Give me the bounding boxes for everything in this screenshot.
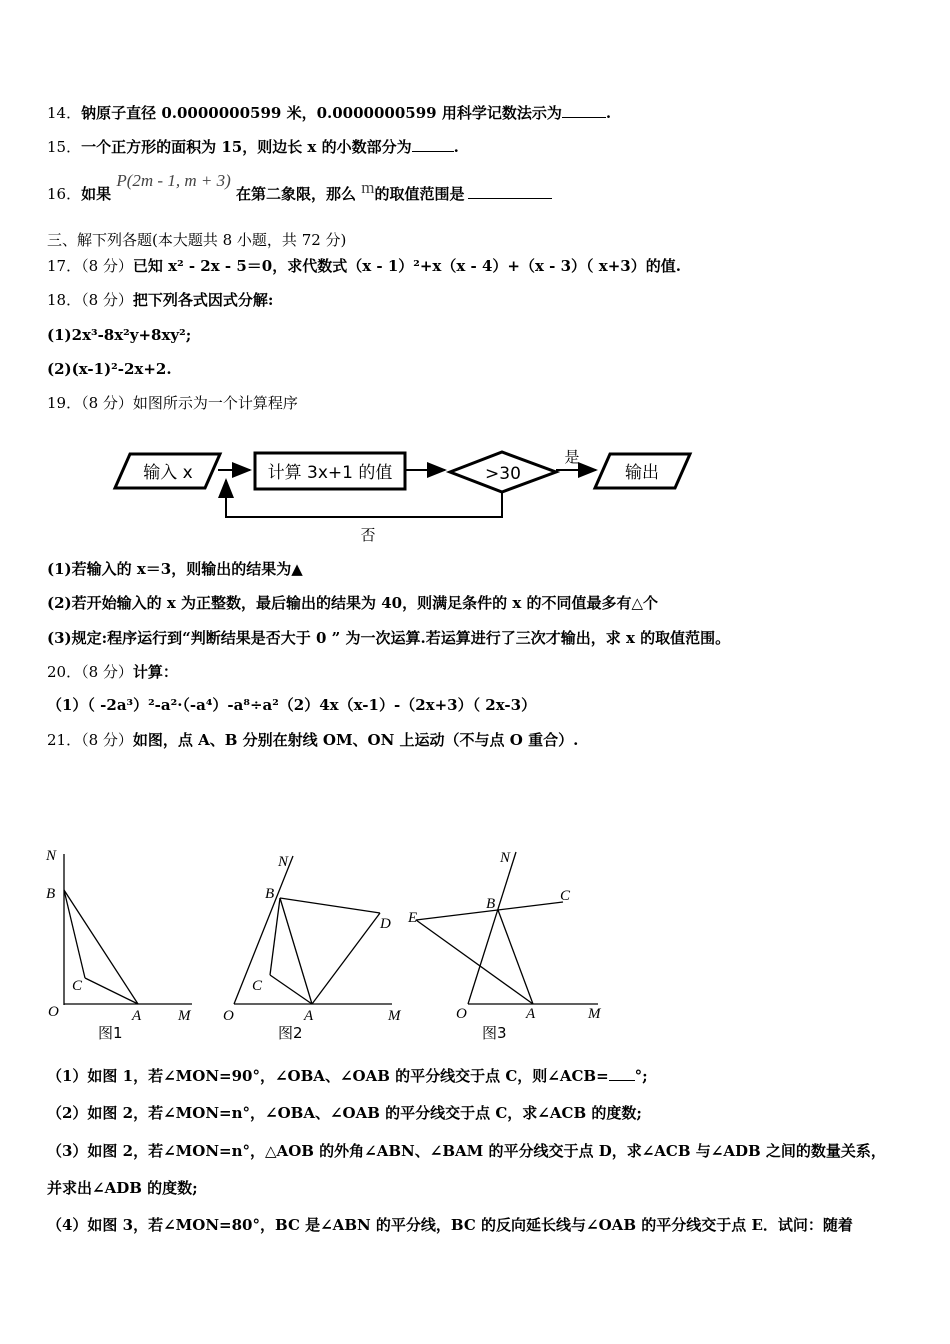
fig3-label-o: O bbox=[456, 1006, 467, 1022]
fig3-label-c: C bbox=[560, 888, 571, 904]
geometry-figures bbox=[40, 840, 620, 1050]
q18-points: （8 分） bbox=[81, 291, 133, 309]
fig2-caption: 图2 bbox=[278, 1024, 303, 1042]
q17-points: （8 分） bbox=[81, 257, 133, 275]
q18-text: 把下列各式因式分解: bbox=[132, 291, 274, 309]
q16-pre: 如果 bbox=[81, 185, 112, 203]
fig2-ray-on bbox=[234, 856, 293, 1004]
q16-number: 16． bbox=[47, 185, 82, 203]
q21-part-1-text: （1）如图 1，若∠MON=90°，∠OBA、∠OAB 的平分线交于点 C，则∠ACB= bbox=[47, 1067, 609, 1085]
fig2-label-o: O bbox=[223, 1008, 234, 1024]
fig1-label-o: O bbox=[48, 1004, 59, 1020]
q19-part-1: (1)若输入的 x＝3，则输出的结果为▲ bbox=[47, 560, 303, 578]
fig1-label-c: C bbox=[72, 978, 83, 994]
q14-number: 14． bbox=[47, 104, 82, 122]
flowchart-diagram bbox=[100, 440, 710, 550]
q15-blank bbox=[412, 137, 454, 152]
fig2-segment-ab bbox=[280, 898, 312, 1004]
question-20 bbox=[47, 662, 920, 682]
q19-part-2: (2)若开始输入的 x 为正整数，最后输出的结果为 40，则满足条件的 x 的不同值最多有△个 bbox=[47, 594, 659, 612]
fig1-label-b: B bbox=[46, 886, 56, 902]
flow-decision-label: >30 bbox=[485, 464, 521, 484]
question-14 bbox=[47, 103, 920, 123]
flow-loop-arrow bbox=[226, 480, 502, 517]
fig1-label-m: M bbox=[178, 1008, 191, 1024]
question-18 bbox=[47, 290, 920, 310]
q21-part-4: （4）如图 3，若∠MON=80°，BC 是∠ABN 的平分线，BC 的反向延长线与∠OAB 的平分线交于点 E．试问：随着 bbox=[47, 1216, 853, 1234]
q17-number: 17． bbox=[47, 257, 82, 275]
q14-blank bbox=[562, 103, 606, 118]
fig2-segment-da bbox=[312, 913, 380, 1004]
flow-compute-label: 计算 3x+1 的值 bbox=[267, 463, 393, 483]
question-16 bbox=[47, 171, 920, 204]
fig3-label-e: E bbox=[408, 910, 418, 926]
fig3-segment-ab bbox=[498, 910, 533, 1004]
q16-post: 的取值范围是 bbox=[374, 185, 465, 203]
q14-end: . bbox=[605, 104, 612, 122]
fig2-segment-ca bbox=[270, 975, 312, 1004]
q18-number: 18． bbox=[47, 291, 82, 309]
fig1-segment-bc bbox=[64, 890, 85, 978]
question-21 bbox=[47, 730, 920, 750]
fig3-segment-ea bbox=[416, 920, 533, 1004]
fig3-label-b: B bbox=[486, 896, 496, 912]
question-17 bbox=[47, 256, 920, 276]
q16-mid: 在第二象限，那么 bbox=[235, 185, 356, 203]
fig3-label-n: N bbox=[500, 850, 511, 866]
q16-point-expression: P(2m - 1, m + 3) bbox=[116, 171, 231, 190]
q21-part-2: （2）如图 2，若∠MON=n°，∠OBA、∠OAB 的平分线交于点 C，求∠ACB 的度数; bbox=[47, 1104, 642, 1122]
fig2-label-b: B bbox=[265, 886, 275, 902]
fig3-label-m: M bbox=[588, 1006, 601, 1022]
q21-part-3: （3）如图 2，若∠MON=n°，△AOB 的外角∠ABN、∠BAM 的平分线交于点 D，求∠ACB 与∠ADB 之间的数量关系， bbox=[47, 1142, 886, 1160]
q21-number: 21． bbox=[47, 731, 82, 749]
fig2-label-d: D bbox=[380, 916, 391, 932]
fig3-label-a: A bbox=[526, 1006, 536, 1022]
section-3-heading: 三、解下列各题(本大题共 8 小题，共 72 分) bbox=[47, 231, 347, 249]
q16-m: m bbox=[361, 178, 375, 197]
fig2-label-n: N bbox=[278, 854, 289, 870]
q15-text: 一个正方形的面积为 15，则边长 x 的小数部分为 bbox=[81, 138, 412, 156]
q19-number: 19． bbox=[47, 394, 82, 412]
q19-points: （8 分） bbox=[81, 394, 133, 412]
q15-number: 15． bbox=[47, 138, 82, 156]
flow-output-label: 输出 bbox=[625, 463, 659, 483]
q19-text: 如图所示为一个计算程序 bbox=[132, 394, 298, 412]
fig3-caption: 图3 bbox=[482, 1024, 507, 1042]
q21-part-1-end: °; bbox=[634, 1067, 648, 1085]
fig2-label-c: C bbox=[252, 978, 263, 994]
q21-part-1 bbox=[47, 1066, 920, 1086]
q21-text: 如图，点 A、B 分别在射线 OM、ON 上运动（不与点 O 重合）. bbox=[132, 731, 579, 749]
fig1-caption: 图1 bbox=[98, 1024, 123, 1042]
q18-part-1: (1)2x³-8x²y+8xy²; bbox=[47, 326, 192, 344]
q20-expression: （1）（ -2a³）²-a²·（-a⁴）-a⁸÷a²（2）4x（x-1）-（2x+3）（ 2x-3） bbox=[47, 696, 537, 714]
q21-part-3-cont: 并求出∠ADB 的度数; bbox=[47, 1179, 198, 1197]
q14-text: 钠原子直径 0.0000000599 米，0.0000000599 用科学记数法示为 bbox=[81, 104, 562, 122]
fig1-label-n: N bbox=[46, 848, 57, 864]
q21-points: （8 分） bbox=[81, 731, 133, 749]
q21-part-1-blank bbox=[609, 1066, 635, 1081]
fig1-label-a: A bbox=[132, 1008, 142, 1024]
flow-input-label: 输入 x bbox=[143, 463, 193, 483]
question-19 bbox=[47, 393, 920, 413]
q20-points: （8 分） bbox=[81, 663, 133, 681]
q20-text: 计算： bbox=[132, 663, 178, 681]
q15-end: . bbox=[453, 138, 459, 156]
q20-number: 20． bbox=[47, 663, 82, 681]
q16-blank bbox=[468, 184, 552, 199]
fig2-label-m: M bbox=[388, 1008, 401, 1024]
q18-part-2: (2)(x-1)²-2x+2. bbox=[47, 360, 172, 378]
flow-no-label: 否 bbox=[360, 526, 376, 544]
q17-text: 已知 x² - 2x - 5＝0，求代数式（x - 1）²+x（x - 4）+（x - 3）（ x+3）的值. bbox=[132, 257, 681, 275]
fig2-label-a: A bbox=[304, 1008, 314, 1024]
fig2-segment-bd bbox=[280, 898, 380, 913]
question-15 bbox=[47, 137, 920, 157]
fig3-ray-on bbox=[468, 852, 516, 1004]
q19-part-3: (3)规定:程序运行到“判断结果是否大于 0 ” 为一次运算.若运算进行了三次才输出，求 x 的取值范围。 bbox=[47, 629, 731, 647]
flow-yes-label: 是 bbox=[564, 448, 580, 466]
